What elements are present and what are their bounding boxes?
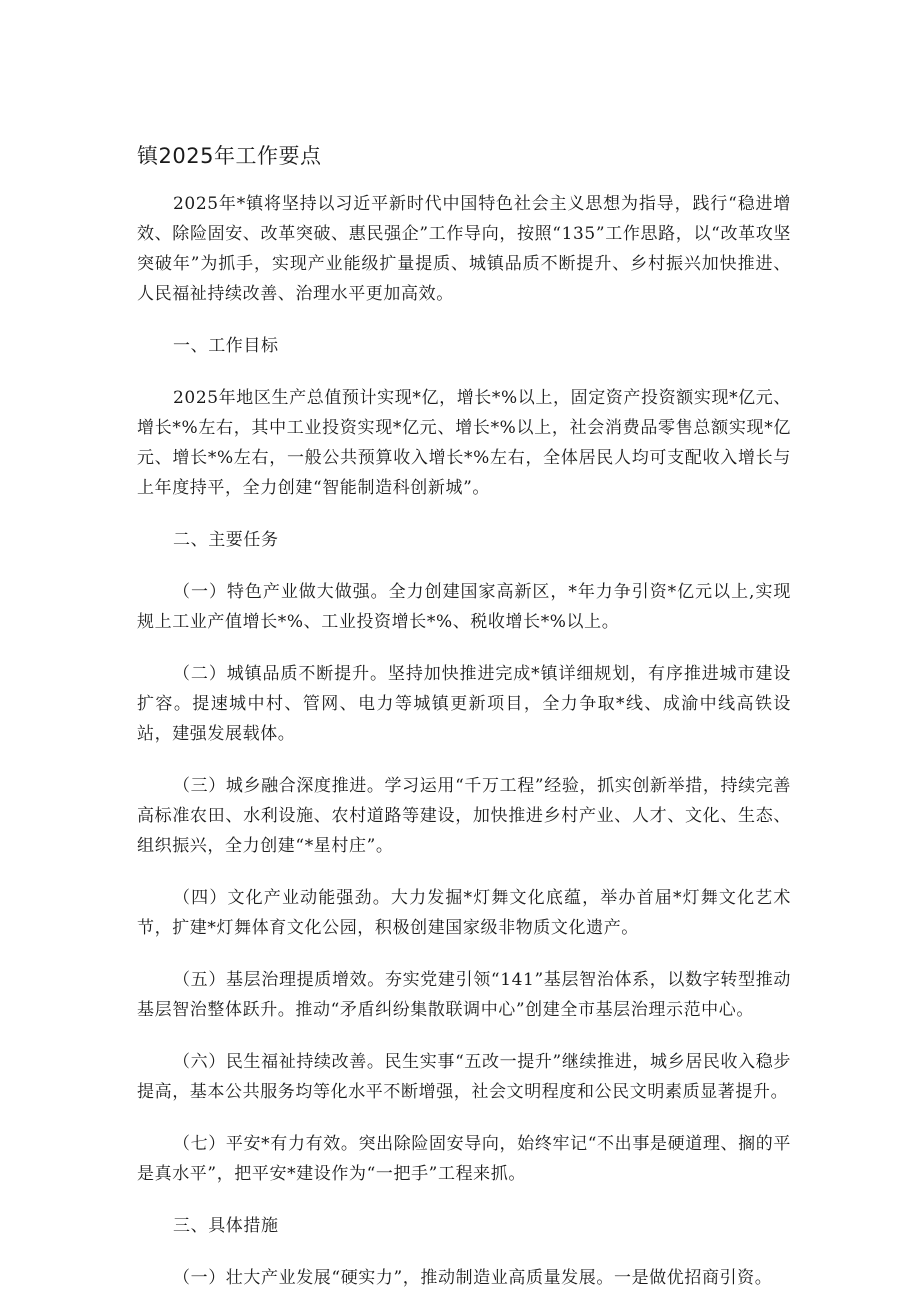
section-heading-tasks: 二、主要任务 (173, 530, 279, 550)
task-paragraph-4: （四）文化产业动能强劲。大力发掘*灯舞文化底蕴，举办首届*灯舞文化艺术节，扩建*灯舞体育文化公园，积极创建国家级非物质文化遗产。 (137, 888, 791, 938)
document-body (137, 189, 791, 1315)
task-paragraph-1: （一）特色产业做大做强。全力创建国家高新区，*年力争引资*亿元以上,实现规上工业产值增长*%、工业投资增长*%、税收增长*%以上。 (137, 582, 791, 632)
document-title: 镇2025年工作要点 (137, 144, 322, 168)
section-heading-measures: 三、具体措施 (173, 1216, 279, 1236)
intro-paragraph: 2025年*镇将坚持以习近平新时代中国特色社会主义思想为指导，践行“稳进增效、除险固安、改革突破、惠民强企”工作导向，按照“135”工作思路，以“改革攻坚突破年”为抓手，实现产业能级扩量提质、城镇品质不断提升、乡村振兴加快推进、人民福祉持续改善、治理水平更加高效。 (137, 194, 791, 304)
task-paragraph-5: （五）基层治理提质增效。夯实党建引领“141”基层智治体系，以数字转型推动基层智治整体跃升。推动“矛盾纠纷集散联调中心”创建全市基层治理示范中心。 (137, 970, 791, 1020)
goals-paragraph: 2025年地区生产总值预计实现*亿，增长*%以上，固定资产投资额实现*亿元、增长*%左右，其中工业投资实现*亿元、增长*%以上，社会消费品零售总额实现*亿元、增长*%左右，一般公共预算收入增长*%左右，全体居民人均可支配收入增长与上年度持平，全力创建“智能制造科创新城”。 (137, 388, 791, 498)
task-paragraph-7: （七）平安*有力有效。突出除险固安导向，始终牢记“不出事是硬道理、搁的平是真水平”，把平安*建设作为“一把手”工程来抓。 (137, 1134, 791, 1184)
section-heading-goals: 一、工作目标 (173, 336, 279, 356)
task-paragraph-6: （六）民生福祉持续改善。民生实事“五改一提升”继续推进，城乡居民收入稳步提高，基本公共服务均等化水平不断增强，社会文明程度和公民文明素质显著提升。 (137, 1052, 791, 1102)
measure-paragraph-1: （一）壮大产业发展“硬实力”，推动制造业高质量发展。一是做优招商引资。 (173, 1268, 773, 1288)
task-paragraph-3: （三）城乡融合深度推进。学习运用“千万工程”经验，抓实创新举措，持续完善高标准农田、水利设施、农村道路等建设，加快推进乡村产业、人才、文化、生态、组织振兴，全力创建“*星村庄”。 (137, 776, 791, 856)
task-paragraph-2: （二）城镇品质不断提升。坚持加快推进完成*镇详细规划，有序推进城市建设扩容。提速城中村、管网、电力等城镇更新项目，全力争取*线、成渝中线高铁设站，建强发展载体。 (137, 664, 791, 744)
